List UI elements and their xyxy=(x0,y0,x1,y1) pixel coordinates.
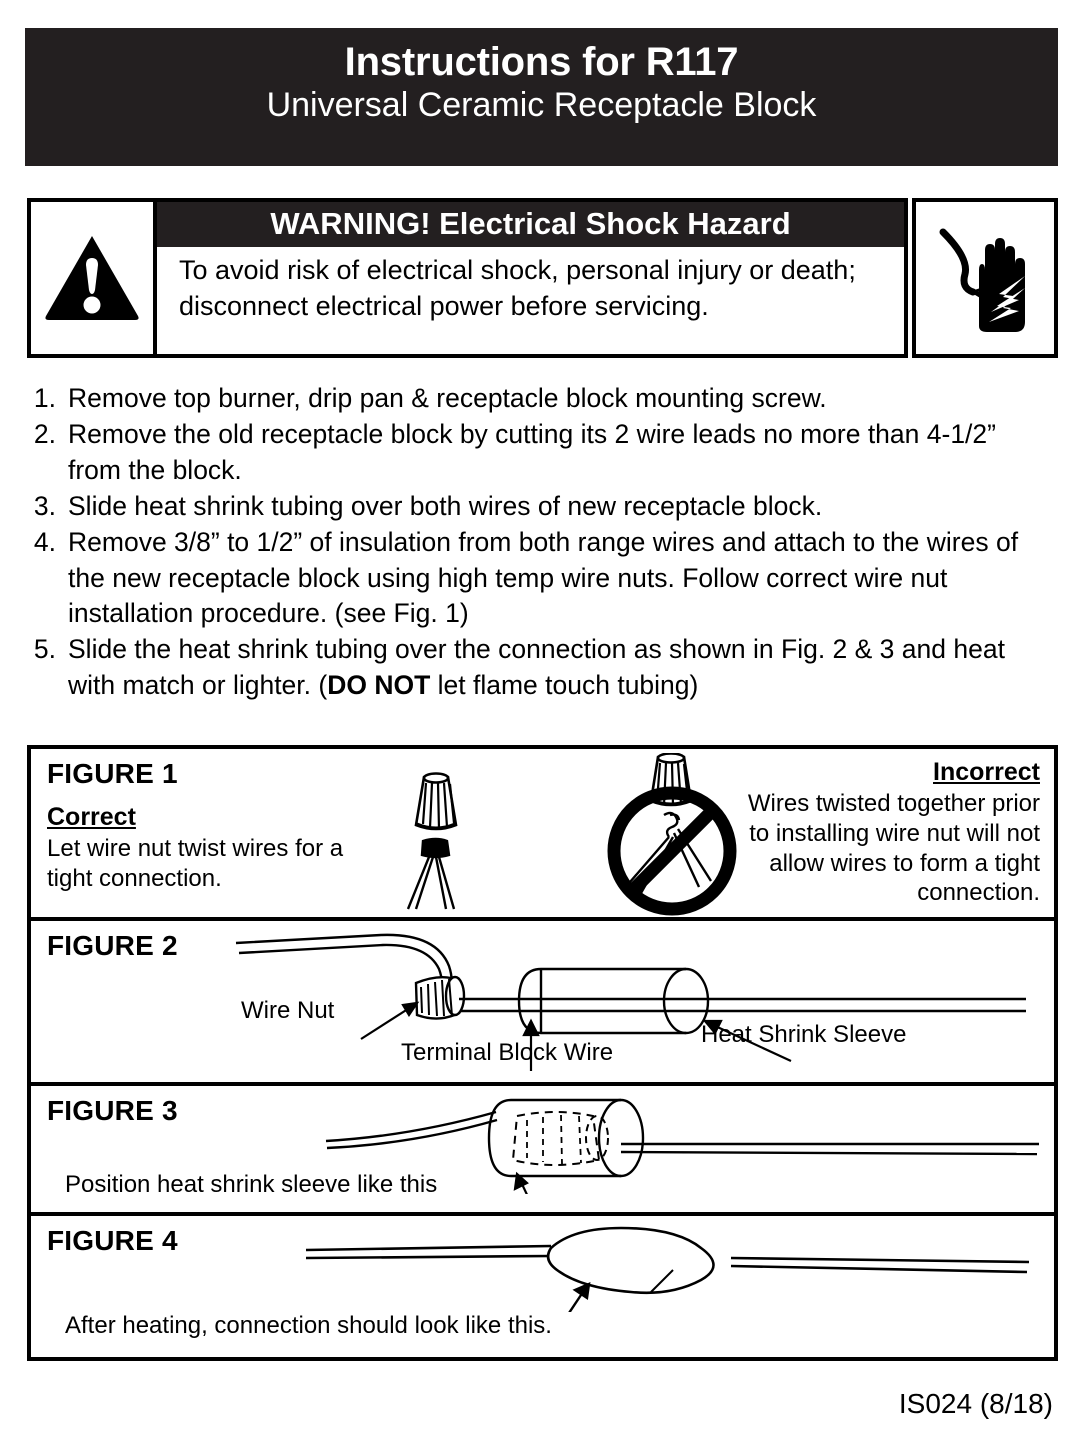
step-text: Remove 3/8” to 1/2” of insulation from both range wires and attach to the wires of the new receptacle block using high temp wire nuts. Follow correct wire nut installation procedure. (see Fig. 1) xyxy=(68,526,1019,629)
list-item xyxy=(22,381,1052,417)
figure-3-caption: Position heat shrink sleeve like this xyxy=(65,1171,438,1198)
figure-1-incorrect-body: Wires twisted together prior to installing wire nut will not allow wires to form a tight connection. xyxy=(747,790,1040,907)
figures-container xyxy=(27,745,1058,1361)
page-title: Instructions for R117 xyxy=(344,40,739,84)
list-item xyxy=(22,417,1052,489)
figure-2-callout-terminal-block-wire: Terminal Block Wire xyxy=(401,1039,614,1066)
step-text: Remove top burner, drip pan & receptacle block mounting screw. xyxy=(68,383,827,413)
figure-1-label: FIGURE 1 xyxy=(47,758,178,789)
figure-4-panel xyxy=(31,1216,1054,1357)
list-item xyxy=(22,632,1052,704)
figure-1-correct-body: Let wire nut twist wires for a tight connection. xyxy=(47,835,344,892)
wire-nut-above-straight-wires-illustration xyxy=(376,771,496,911)
figure-1-incorrect-heading: Incorrect xyxy=(933,758,1040,786)
warning-heading: WARNING! Electrical Shock Hazard xyxy=(157,202,904,247)
figure-4-caption: After heating, connection should look like this. xyxy=(65,1312,552,1339)
step-text-after: let flame touch tubing) xyxy=(430,670,699,701)
list-item xyxy=(22,489,1052,525)
figure-1-panel xyxy=(31,749,1054,921)
instruction-step-list xyxy=(22,381,1052,704)
step-text-before: Slide the heat shrink tubing over the connection as shown in Fig. 2 & 3 and heat with match or lighter. ( xyxy=(68,634,1005,701)
warning-triangle-icon-box xyxy=(27,198,157,358)
warning-message-panel xyxy=(157,198,908,358)
electrical-shock-hand-icon xyxy=(929,218,1041,338)
step-text: Slide heat shrink tubing over both wires of new receptacle block. xyxy=(68,490,823,521)
step-number: 1. xyxy=(33,383,56,413)
figure-1-correct-text-block xyxy=(47,802,347,894)
electrical-shock-icon-box xyxy=(912,198,1058,358)
step-number: 3. xyxy=(33,490,56,521)
step-text-emphasis: DO NOT xyxy=(327,670,431,701)
figure-1-correct-heading: Correct xyxy=(47,803,136,831)
step-number: 2. xyxy=(33,418,56,449)
warning-block xyxy=(27,198,1058,358)
figure-1-incorrect-text-block xyxy=(740,757,1040,908)
figure-2-label: FIGURE 2 xyxy=(47,930,178,961)
figure-3-panel xyxy=(31,1086,1054,1216)
page-subtitle: Universal Ceramic Receptacle Block xyxy=(266,86,817,124)
step-text: Remove the old receptacle block by cutting its 2 wire leads no more than 4-1/2” from the block. xyxy=(68,418,996,485)
step-number: 5. xyxy=(33,634,56,665)
page-header-band xyxy=(25,28,1058,166)
figure-2-callout-heat-shrink-sleeve: Heat Shrink Sleeve xyxy=(701,1021,907,1048)
step-text xyxy=(68,632,1052,704)
figure-2-callout-wire-nut: Wire Nut xyxy=(241,997,335,1024)
figure-4-label: FIGURE 4 xyxy=(47,1225,178,1256)
warning-body-text: To avoid risk of electrical shock, personal injury or death; disconnect electrical power before servicing. xyxy=(179,255,856,322)
shrunken-sleeve-illustration xyxy=(301,1222,1031,1312)
step-number: 4. xyxy=(33,526,56,557)
document-code: IS024 (8/18) xyxy=(898,1388,1053,1419)
prohibition-circle-twisted-wires-illustration xyxy=(586,753,761,918)
warning-triangle-exclamation-icon xyxy=(43,232,141,324)
list-item xyxy=(22,525,1052,633)
figure-3-label: FIGURE 3 xyxy=(47,1095,178,1126)
figure-2-panel xyxy=(31,921,1054,1086)
wire-and-sleeve-illustration xyxy=(231,921,1031,1081)
